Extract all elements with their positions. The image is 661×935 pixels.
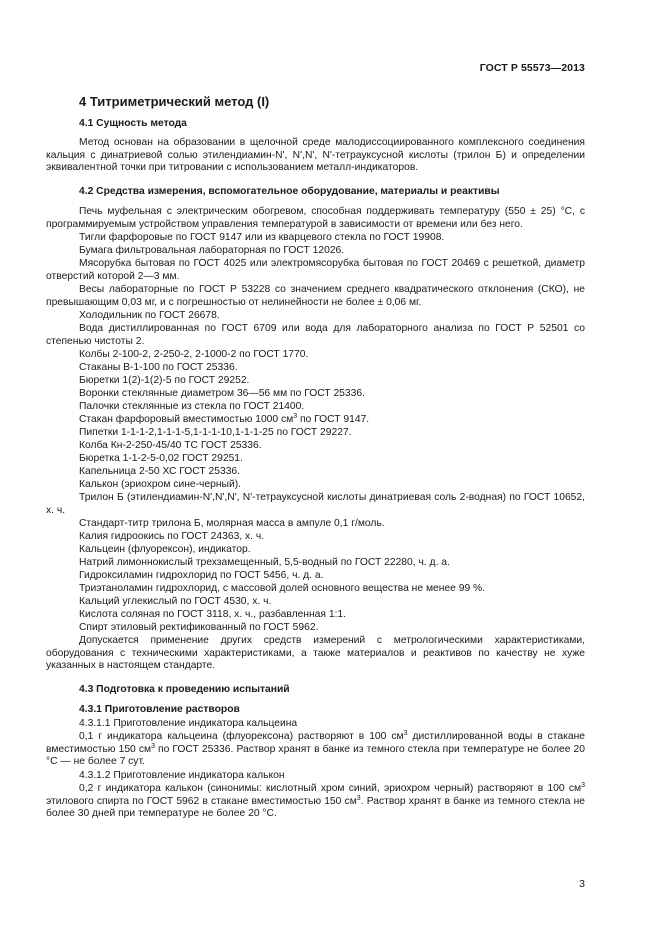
section-title: 4 Титриметрический метод (I) — [79, 94, 270, 109]
list-item: Бюретка 1-1-2-5-0,02 ГОСТ 29251. — [79, 453, 243, 464]
paragraph-calcein — [46, 731, 585, 769]
superscript: 3 — [293, 413, 298, 420]
list-item: Бюретки 1(2)-1(2)-5 по ГОСТ 29252. — [79, 375, 250, 386]
paragraph-meat-grinder: Мясорубка бытовая по ГОСТ 4025 или электромясорубка бытовая по ГОСТ 20469 с решеткой, диаметр отверстий которой 2—3 мм. — [46, 258, 585, 282]
standard-header: ГОСТ Р 55573—2013 — [479, 62, 585, 74]
superscript: 3 — [356, 794, 361, 802]
list-item: Стаканы В-1-100 по ГОСТ 25336. — [79, 362, 238, 373]
superscript: 3 — [581, 782, 585, 789]
list-item: Спирт этиловый ректификованный по ГОСТ 5962. — [79, 622, 319, 633]
paragraph-scales: Весы лабораторные по ГОСТ Р 53228 со значением среднего квадратического отклонения (СКО), не превышающим 0,03 мг, и с погрешностью от нелинейности не более ± 0,06 мг. — [46, 284, 585, 308]
subsection-title-4-1: 4.1 Сущность метода — [79, 118, 187, 129]
text-run: 0,1 г индикатора кальцеина (флуорексона) растворяют в 100 см — [79, 731, 404, 742]
text-run: по ГОСТ 25336. Раствор хранят в банке из темного стекла при температуре не более 20 °С — не более 7 сут. — [46, 743, 585, 768]
list-item: Калькон (эриохром сине-черный). — [79, 479, 241, 490]
paragraph-furnace: Печь муфельная с электрическим обогревом, способная поддерживать температуру (550 ± 25) °С, с программируемым устройством управления температурой в зависимости от времени или без него. — [46, 206, 585, 230]
list-item: Гидроксиламин гидрохлорид по ГОСТ 5456, ч. д. а. — [79, 570, 324, 581]
list-item: Бумага фильтровальная лабораторная по ГОСТ 12026. — [79, 245, 345, 256]
list-item: Натрий лимоннокислый трехзамещенный, 5,5-водный по ГОСТ 22280, ч. д. а. — [79, 557, 450, 568]
list-item: Палочки стеклянные из стекла по ГОСТ 21400. — [79, 401, 305, 412]
subsection-title-4-2: 4.2 Средства измерения, вспомогательное оборудование, материалы и реактивы — [79, 186, 500, 197]
paragraph-trilon: Трилон Б (этилендиамин-N',N',N', N'-тетрауксусной кислоты динатриевая соль 2-водная) по ГОСТ 10652, х. ч. — [46, 492, 585, 516]
text-run: . Раствор хранят в банке из темного стекла не более 30 дней при температуре не более 20 °С. — [46, 795, 586, 820]
text-run: дистиллированной воды в стакане вместимостью 150 см — [46, 731, 586, 755]
subsubsection-title-4-3-1-1: 4.3.1.1 Приготовление индикатора кальцеина — [79, 718, 298, 729]
superscript: 3 — [151, 742, 155, 750]
text-run: этилового спирта по ГОСТ 5962 в стакане вместимостью 150 см — [46, 795, 357, 807]
list-item: Холодильник по ГОСТ 26678. — [79, 310, 220, 321]
list-item: Колбы 2-100-2, 2-250-2, 2-1000-2 по ГОСТ 1770. — [79, 349, 309, 360]
list-item: Кислота соляная по ГОСТ 3118, х. ч., разбавленная 1:1. — [79, 609, 347, 620]
text-run: 0,2 г индикатора калькон (синонимы: кислотный хром синий, эриохром черный) растворяют в 100 см — [79, 783, 582, 794]
paragraph-calcon — [46, 783, 585, 821]
list-item: Стандарт-титр трилона Б, молярная масса в ампуле 0,1 г/моль. — [79, 518, 385, 529]
subsection-title-4-3-1: 4.3.1 Приготовление растворов — [79, 704, 240, 715]
subsection-title-4-3: 4.3 Подготовка к проведению испытаний — [79, 684, 290, 695]
paragraph-alternatives: Допускается применение других средств измерений с метрологическими характеристиками, оборудования с техническими характеристиками, а также материалов и реактивов по качеству не хуже указанных в настоящем стандарте. — [46, 635, 585, 672]
list-item: Колба Кн-2-250-45/40 ТС ГОСТ 25336. — [79, 440, 262, 451]
superscript: 3 — [403, 730, 408, 737]
list-item: Тигли фарфоровые по ГОСТ 9147 или из кварцевого стекла по ГОСТ 19908. — [79, 232, 445, 243]
paragraph-method-essence: Метод основан на образовании в щелочной среде малодиссоциированного комплексного соединения кальция с динатриевой солью этилендиамин-N', N',N', N'-тетрауксусной кислоты (трилон Б) и определении эквивалентной точки при титровании с использованием металл-индикаторов. — [46, 137, 585, 174]
list-item: Кальций углекислый по ГОСТ 4530, х. ч. — [79, 596, 272, 607]
paragraph-water: Вода дистиллированная по ГОСТ 6709 или вода для лабораторного анализа по ГОСТ Р 52501 со степенью чистоты 2. — [46, 323, 585, 347]
subsubsection-title-4-3-1-2: 4.3.1.2 Приготовление индикатора калькон — [79, 770, 285, 781]
text-run: по ГОСТ 9147. — [297, 414, 370, 425]
list-item: Воронки стеклянные диаметром 36—56 мм по ГОСТ 25336. — [79, 388, 365, 399]
list-item: Пипетки 1-1-1-2,1-1-1-5,1-1-1-10,1-1-1-25 по ГОСТ 29227. — [79, 427, 352, 438]
text-run: Стакан фарфоровый вместимостью 1000 см — [79, 414, 294, 425]
page-number: 3 — [579, 878, 585, 890]
list-item — [79, 414, 369, 427]
list-item: Капельница 2-50 ХС ГОСТ 25336. — [79, 466, 241, 477]
list-item: Калия гидроокись по ГОСТ 24363, х. ч. — [79, 531, 265, 542]
list-item: Кальцеин (флуорексон), индикатор. — [79, 544, 251, 555]
list-item: Триэтаноламин гидрохлорид, с массовой долей основного вещества не менее 99 %. — [79, 583, 486, 594]
